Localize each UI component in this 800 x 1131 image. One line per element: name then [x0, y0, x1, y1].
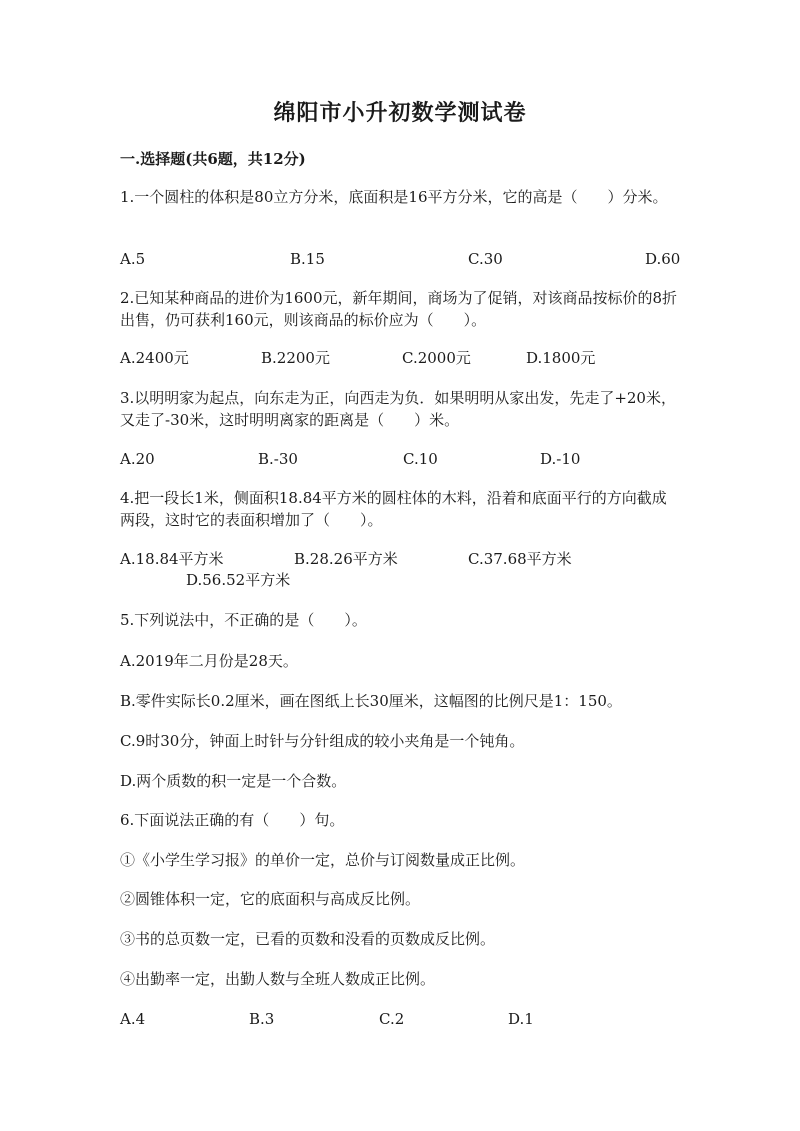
question-3-stem: 3.以明明家为起点，向东走为正，向西走为负．如果明明从家出发，先走了+20米，又走了-30米，这时明明离家的距离是（ ）米。 [120, 389, 676, 429]
q3-option-c: C.10 [403, 450, 438, 468]
question-6-stem: 6.下面说法正确的有（ ）句。 [120, 811, 345, 829]
question-5-stem: 5.下列说法中，不正确的是（ ）。 [120, 611, 367, 629]
q6-statement-1: ①《小学生学习报》的单价一定，总价与订阅数量成正比例。 [120, 851, 526, 869]
question-2-stem: 2.已知某种商品的进价为1600元，新年期间，商场为了促销，对该商品按标价的8折出售，仍可获利160元，则该商品的标价应为（ ）。 [120, 289, 678, 329]
q3-option-a: A.20 [120, 450, 155, 468]
q5-statement-a: A.2019年二月份是28天。 [120, 652, 298, 670]
q3-option-d: D.-10 [540, 450, 581, 468]
q4-option-d: D.56.52平方米 [186, 571, 291, 589]
q2-option-a: A.2400元 [120, 349, 189, 367]
q2-option-c: C.2000元 [402, 349, 471, 367]
q2-option-d: D.1800元 [526, 349, 596, 367]
q5-statement-d: D.两个质数的积一定是一个合数。 [120, 772, 347, 790]
q2-option-b: B.2200元 [261, 349, 330, 367]
q6-statement-3: ③书的总页数一定，已看的页数和没看的页数成反比例。 [120, 930, 496, 948]
question-1-stem: 1.一个圆柱的体积是80立方分米，底面积是16平方分米，它的高是（ ）分米。 [120, 188, 668, 206]
section-heading: 一.选择题(共6题，共12分) [120, 150, 306, 168]
q1-option-b: B.15 [290, 250, 325, 268]
q6-option-c: C.2 [379, 1010, 405, 1028]
q6-option-b: B.3 [249, 1010, 275, 1028]
q1-option-c: C.30 [468, 250, 503, 268]
q5-statement-c: C.9时30分，钟面上时针与分针组成的较小夹角是一个钝角。 [120, 732, 525, 750]
page-title: 绵阳市小升初数学测试卷 [273, 100, 527, 126]
q3-option-b: B.-30 [258, 450, 298, 468]
q6-option-d: D.1 [508, 1010, 534, 1028]
q4-option-c: C.37.68平方米 [468, 550, 572, 568]
q5-statement-b: B.零件实际长0.2厘米，画在图纸上长30厘米，这幅图的比例尺是1：150。 [120, 692, 622, 710]
q1-option-d: D.60 [645, 250, 681, 268]
q4-option-a: A.18.84平方米 [120, 550, 224, 568]
q1-option-a: A.5 [120, 250, 146, 268]
q6-statement-2: ②圆锥体积一定，它的底面积与高成反比例。 [120, 890, 421, 908]
q6-option-a: A.4 [120, 1010, 146, 1028]
question-4-stem: 4.把一段长1米，侧面积18.84平方米的圆柱体的木料，沿着和底面平行的方向截成两段，这时它的表面积增加了（ ）。 [120, 489, 667, 529]
q6-statement-4: ④出勤率一定，出勤人数与全班人数成正比例。 [120, 970, 436, 988]
q4-option-b: B.28.26平方米 [294, 550, 398, 568]
